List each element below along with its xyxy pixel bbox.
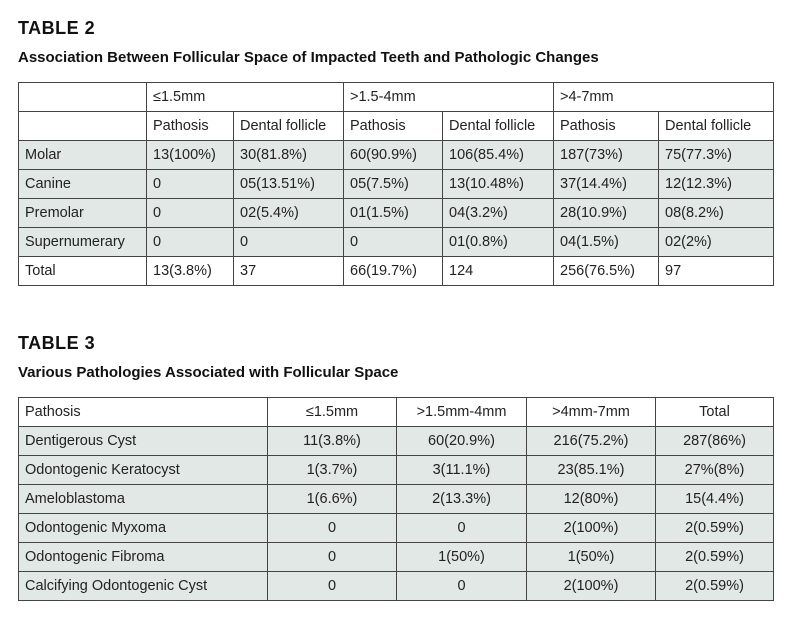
table-cell: 13(100%) <box>147 141 234 170</box>
table2-caption: Association Between Follicular Space of Impacted Teeth and Pathologic Changes <box>18 49 599 66</box>
table-cell: 0 <box>397 572 527 601</box>
table-row <box>19 485 774 514</box>
table-cell: 0 <box>344 228 443 257</box>
table3-header: >1.5mm-4mm <box>397 398 527 427</box>
table-cell: 187(73%) <box>554 141 659 170</box>
table-cell: 256(76.5%) <box>554 257 659 286</box>
table-row-label: Odontogenic Myxoma <box>19 514 268 543</box>
table-cell: 66(19.7%) <box>344 257 443 286</box>
table-cell: 13(3.8%) <box>147 257 234 286</box>
table-cell: 3(11.1%) <box>397 456 527 485</box>
table3-header: Total <box>656 398 774 427</box>
table-cell: 11(3.8%) <box>268 427 397 456</box>
table-cell: 2(0.59%) <box>656 572 774 601</box>
table-cell: 12(80%) <box>527 485 656 514</box>
table-row-label: Odontogenic Fibroma <box>19 543 268 572</box>
table-cell: 106(85.4%) <box>443 141 554 170</box>
table2-subheader: Dental follicle <box>234 112 344 141</box>
table3-label: TABLE 3 <box>18 333 96 353</box>
table2-subheader-row <box>19 112 774 141</box>
table-cell: 37(14.4%) <box>554 170 659 199</box>
table2-subheader: Pathosis <box>344 112 443 141</box>
table-cell: 2(0.59%) <box>656 543 774 572</box>
table-cell: 04(1.5%) <box>554 228 659 257</box>
table-cell: 2(100%) <box>527 572 656 601</box>
table-cell: 01(1.5%) <box>344 199 443 228</box>
table-row-label: Canine <box>19 170 147 199</box>
table-cell: 05(7.5%) <box>344 170 443 199</box>
table-cell: 0 <box>147 170 234 199</box>
table-row <box>19 141 774 170</box>
table-row <box>19 514 774 543</box>
table-cell: 75(77.3%) <box>659 141 774 170</box>
table2-group-header: >4-7mm <box>554 83 774 112</box>
table2-subheader: Pathosis <box>147 112 234 141</box>
table-row <box>19 228 774 257</box>
table-cell: 0 <box>147 199 234 228</box>
table-cell: 60(20.9%) <box>397 427 527 456</box>
table-cell: 28(10.9%) <box>554 199 659 228</box>
table-cell: 1(50%) <box>397 543 527 572</box>
table-cell: 2(0.59%) <box>656 514 774 543</box>
table2-subheader: Dental follicle <box>443 112 554 141</box>
table-cell: 12(12.3%) <box>659 170 774 199</box>
table-cell: 1(6.6%) <box>268 485 397 514</box>
table-cell: 1(50%) <box>527 543 656 572</box>
table-row-label: Total <box>19 257 147 286</box>
table2-subheader: Pathosis <box>554 112 659 141</box>
table2-subheader: Dental follicle <box>659 112 774 141</box>
table-cell: 02(2%) <box>659 228 774 257</box>
table3-header-row <box>19 398 774 427</box>
table-cell: 0 <box>397 514 527 543</box>
table3-header: ≤1.5mm <box>268 398 397 427</box>
table-cell: 05(13.51%) <box>234 170 344 199</box>
table-cell: 0 <box>268 543 397 572</box>
table-cell: 0 <box>234 228 344 257</box>
table-cell: 216(75.2%) <box>527 427 656 456</box>
table2-group-header-row <box>19 83 774 112</box>
table-cell: 1(3.7%) <box>268 456 397 485</box>
table-cell: 27%(8%) <box>656 456 774 485</box>
table-cell: 08(8.2%) <box>659 199 774 228</box>
table-row <box>19 572 774 601</box>
table-row <box>19 199 774 228</box>
table-cell: 124 <box>443 257 554 286</box>
table-cell: 02(5.4%) <box>234 199 344 228</box>
table-cell: 37 <box>234 257 344 286</box>
table2-label: TABLE 2 <box>18 18 96 38</box>
table-row-label: Premolar <box>19 199 147 228</box>
table-cell: 04(3.2%) <box>443 199 554 228</box>
table-row-total <box>19 257 774 286</box>
table-cell: 13(10.48%) <box>443 170 554 199</box>
table-row-label: Supernumerary <box>19 228 147 257</box>
table-cell: 0 <box>268 572 397 601</box>
table-cell: 01(0.8%) <box>443 228 554 257</box>
table2 <box>18 82 774 286</box>
table-cell: 97 <box>659 257 774 286</box>
table2-group-header: ≤1.5mm <box>147 83 344 112</box>
table-row-label: Dentigerous Cyst <box>19 427 268 456</box>
table-cell: 30(81.8%) <box>234 141 344 170</box>
table3-header: >4mm-7mm <box>527 398 656 427</box>
table2-corner-cell <box>19 83 147 112</box>
table3-caption: Various Pathologies Associated with Follicular Space <box>18 364 399 381</box>
table-cell: 15(4.4%) <box>656 485 774 514</box>
table-row <box>19 543 774 572</box>
table-row-label: Molar <box>19 141 147 170</box>
table3-header: Pathosis <box>19 398 268 427</box>
table-row <box>19 170 774 199</box>
table-row-label: Ameloblastoma <box>19 485 268 514</box>
table-cell: 60(90.9%) <box>344 141 443 170</box>
table-cell: 287(86%) <box>656 427 774 456</box>
table-cell: 0 <box>268 514 397 543</box>
table-row <box>19 456 774 485</box>
table-cell: 2(13.3%) <box>397 485 527 514</box>
table3 <box>18 397 774 601</box>
table-cell: 2(100%) <box>527 514 656 543</box>
table-row <box>19 427 774 456</box>
table-row-label: Calcifying Odontogenic Cyst <box>19 572 268 601</box>
table2-group-header: >1.5-4mm <box>344 83 554 112</box>
table-row-label: Odontogenic Keratocyst <box>19 456 268 485</box>
table-cell: 0 <box>147 228 234 257</box>
table-cell: 23(85.1%) <box>527 456 656 485</box>
table2-corner-cell <box>19 112 147 141</box>
